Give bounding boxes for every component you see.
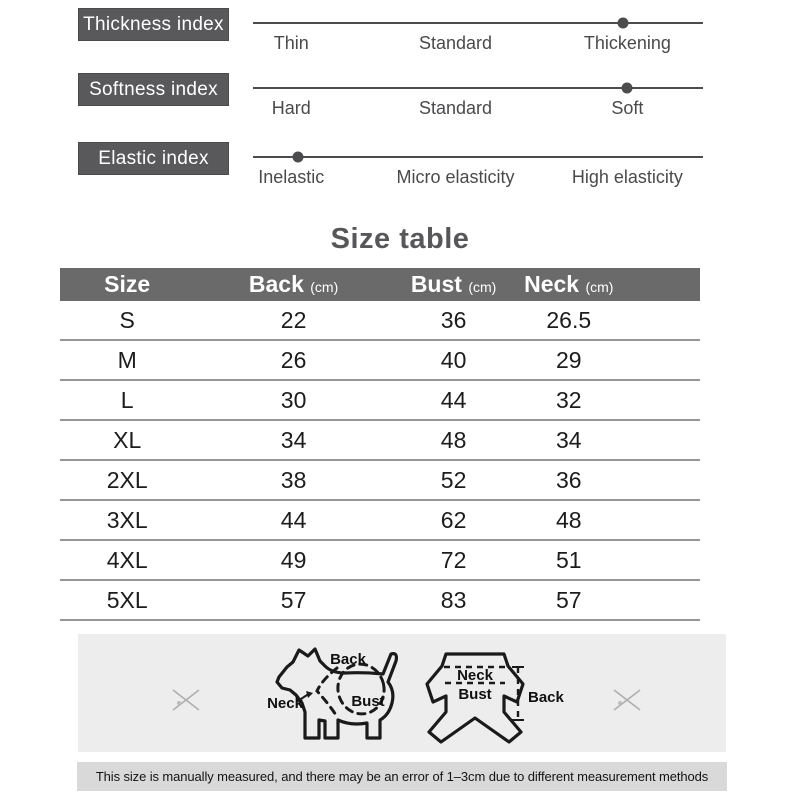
cell-size: S bbox=[60, 301, 194, 340]
col-label: Neck bbox=[524, 271, 580, 297]
thickness-index-label: Thickness index bbox=[78, 8, 229, 41]
cell-size: 5XL bbox=[60, 580, 194, 620]
col-header-bust bbox=[393, 268, 515, 301]
sparkle-cross-icon bbox=[173, 690, 199, 710]
table-row bbox=[60, 540, 700, 580]
neck-measure-line bbox=[317, 668, 337, 715]
cell-bust: 72 bbox=[393, 540, 515, 580]
slider-dot bbox=[621, 83, 632, 94]
cell-neck: 29 bbox=[514, 340, 623, 380]
slider-track bbox=[253, 22, 703, 24]
dog-neck-label: Neck bbox=[267, 695, 303, 712]
elastic-slider bbox=[253, 140, 703, 204]
softness-slider bbox=[253, 71, 703, 135]
thickness-slider bbox=[253, 6, 703, 70]
cell-bust: 40 bbox=[393, 340, 515, 380]
slider-dot bbox=[293, 152, 304, 163]
slider-dot bbox=[617, 18, 628, 29]
garment-measurement-diagram bbox=[427, 654, 565, 742]
dog-bust-label: Bust bbox=[351, 693, 385, 710]
measurement-disclaimer bbox=[77, 762, 727, 791]
cell-bust: 48 bbox=[393, 420, 515, 460]
sparkle-cross-icon bbox=[614, 690, 640, 710]
tick-standard: Standard bbox=[418, 33, 493, 53]
neck-arrowhead bbox=[306, 691, 313, 698]
cell-neck: 48 bbox=[514, 500, 623, 540]
cell-neck: 32 bbox=[514, 380, 623, 420]
tick-soft: Soft bbox=[611, 98, 644, 118]
table-row bbox=[60, 500, 700, 540]
table-row bbox=[60, 420, 700, 460]
cell-back: 57 bbox=[194, 580, 392, 620]
slider-track bbox=[253, 87, 703, 89]
cell-bust: 36 bbox=[393, 301, 515, 340]
cell-back: 22 bbox=[194, 301, 392, 340]
cell-bust: 62 bbox=[393, 500, 515, 540]
cell-back: 49 bbox=[194, 540, 392, 580]
cell-neck: 57 bbox=[514, 580, 623, 620]
cell-back: 26 bbox=[194, 340, 392, 380]
cell-size: XL bbox=[60, 420, 194, 460]
cell-back: 44 bbox=[194, 500, 392, 540]
dog-measurement-diagram bbox=[267, 649, 396, 738]
garment-back-label: Back bbox=[528, 689, 564, 706]
dog-back-label: Back bbox=[330, 651, 366, 668]
cell-bust: 52 bbox=[393, 460, 515, 500]
tick-micro-elasticity: Micro elasticity bbox=[396, 167, 515, 187]
cell-bust: 44 bbox=[393, 380, 515, 420]
garment-neck-label: Neck bbox=[457, 667, 493, 684]
page-title: Size table bbox=[330, 223, 470, 255]
cell-neck: 36 bbox=[514, 460, 623, 500]
col-label: Back bbox=[248, 271, 304, 297]
col-header-neck bbox=[514, 268, 623, 301]
measurement-diagram-panel bbox=[78, 634, 726, 752]
cell-size: L bbox=[60, 380, 194, 420]
col-unit: (cm) bbox=[468, 279, 497, 295]
size-table bbox=[60, 268, 700, 621]
col-unit: (cm) bbox=[310, 279, 339, 295]
slider-track bbox=[253, 156, 703, 158]
garment-bust-label: Bust bbox=[458, 686, 492, 703]
measurement-diagram bbox=[78, 634, 726, 752]
cell-neck: 26.5 bbox=[514, 301, 623, 340]
tick-hard: Hard bbox=[271, 98, 311, 118]
col-header-back bbox=[194, 268, 392, 301]
elastic-index-label: Elastic index bbox=[78, 142, 229, 175]
cell-size: 4XL bbox=[60, 540, 194, 580]
cell-bust: 83 bbox=[393, 580, 515, 620]
tick-standard: Standard bbox=[418, 98, 493, 118]
table-row bbox=[60, 301, 700, 340]
tick-inelastic: Inelastic bbox=[258, 167, 325, 187]
disclaimer-text: This size is manually measured, and there may be an error of 1–3cm due to different measurement methods bbox=[95, 769, 709, 784]
cell-back: 38 bbox=[194, 460, 392, 500]
elastic-index-row bbox=[0, 140, 800, 204]
cell-back: 30 bbox=[194, 380, 392, 420]
softness-index-row bbox=[0, 71, 800, 135]
col-header-size bbox=[60, 268, 194, 301]
col-label: Bust bbox=[410, 271, 462, 297]
col-unit: (cm) bbox=[585, 279, 614, 295]
col-label: Size bbox=[104, 271, 151, 297]
thickness-index-row bbox=[0, 6, 800, 70]
cell-size: 3XL bbox=[60, 500, 194, 540]
table-row bbox=[60, 340, 700, 380]
tick-thickening: Thickening bbox=[583, 33, 671, 53]
tick-high-elasticity: High elasticity bbox=[571, 167, 683, 187]
table-row bbox=[60, 460, 700, 500]
table-row bbox=[60, 580, 700, 620]
cell-neck: 34 bbox=[514, 420, 623, 460]
cell-back: 34 bbox=[194, 420, 392, 460]
cell-size: M bbox=[60, 340, 194, 380]
size-table-body bbox=[60, 301, 700, 620]
tick-thin: Thin bbox=[273, 33, 309, 53]
table-row bbox=[60, 380, 700, 420]
cell-size: 2XL bbox=[60, 460, 194, 500]
size-table-header bbox=[60, 268, 700, 301]
softness-index-label: Softness index bbox=[78, 73, 229, 106]
header-row bbox=[60, 268, 700, 301]
cell-neck: 51 bbox=[514, 540, 623, 580]
col-header-filler bbox=[623, 268, 700, 301]
